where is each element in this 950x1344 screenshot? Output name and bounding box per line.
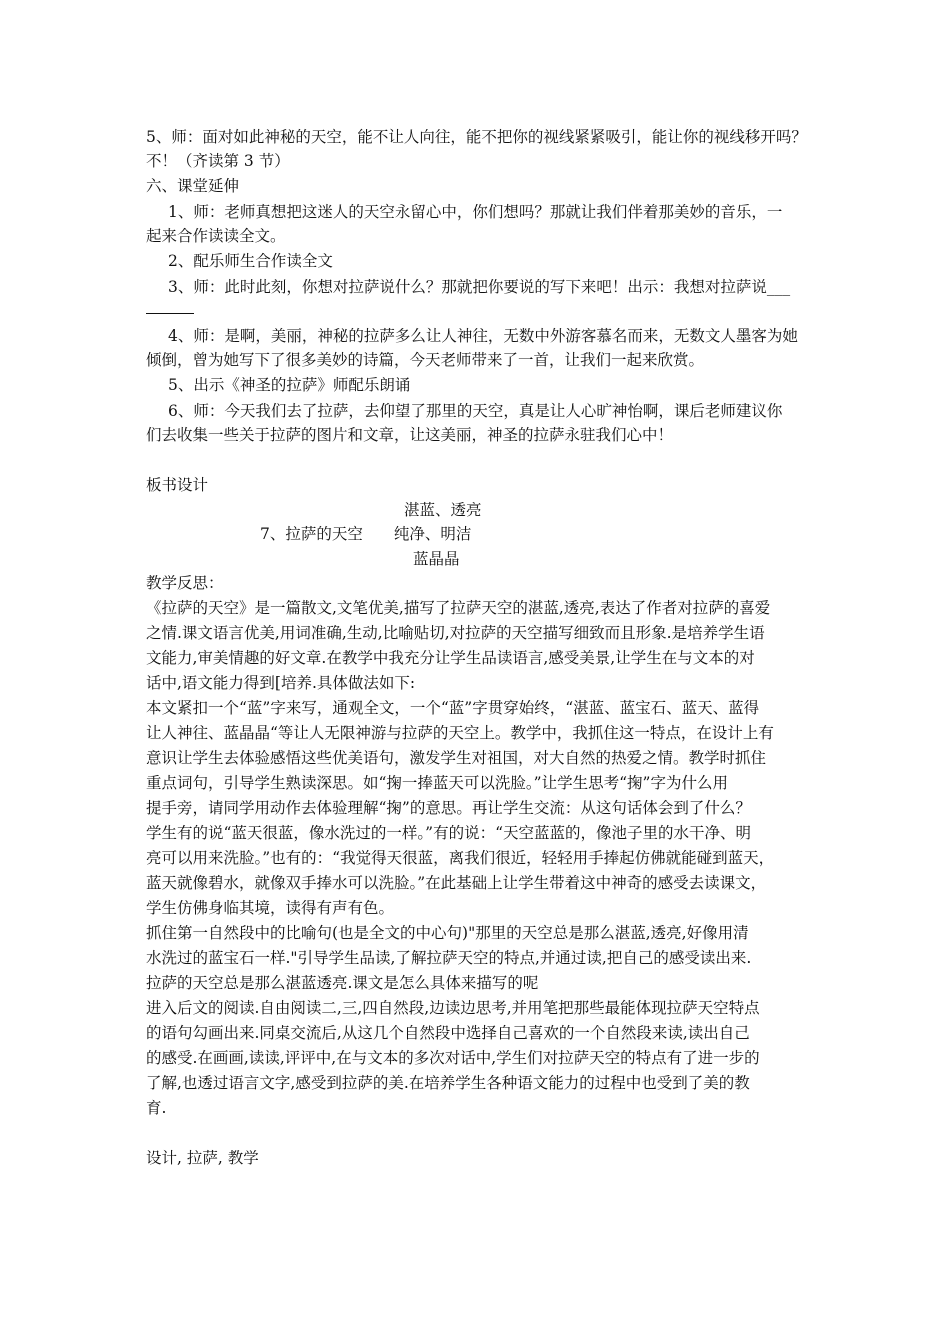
text-line: 们去收集一些关于拉萨的图片和文章，让这美丽，神圣的拉萨永驻我们心中！ (146, 426, 674, 444)
text-line: 让人神往、蓝晶晶“等让人无限神游与拉萨的天空上。教学中，我抓住这一特点，在设计上有 (146, 724, 774, 742)
text-line: 文能力,审美情趣的好文章.在教学中我充分让学生品读语言,感受美景,让学生在与文本的对 (146, 649, 755, 667)
text-line: 蓝天就像碧水，就像双手捧水可以洗脸。”在此基础上让学生带着这中神奇的感受去读课文， (146, 874, 767, 892)
text-line: 学生有的说“蓝天很蓝，像水洗过的一样。”有的说：“天空蓝蓝的，像池子里的水干净、明 (146, 824, 752, 842)
section-heading: 板书设计 (146, 476, 209, 494)
text-line: 不！（齐读第 3 节） (146, 152, 290, 170)
text-line: 的感受.在画画,读读,评评中,在与文本的多次对话中,学生们对拉萨天空的特点有了进一步的 (146, 1049, 760, 1067)
text-line: 水洗过的蓝宝石一样."引导学生品读,了解拉萨天空的特点,并通过读,把自己的感受读出来. (146, 949, 752, 967)
text-line: 话中,语文能力得到[培养.具体做法如下: (146, 674, 416, 692)
text-line: 重点词句，引导学生熟读深思。如“掬一捧蓝天可以洗脸。”让学生思考“掬”字为什么用 (146, 774, 728, 792)
section-heading: 六、课堂延伸 (146, 177, 240, 195)
text-line: 学生仿佛身临其境，读得有声有色。 (146, 899, 395, 917)
keywords-line: 设计, 拉萨, 教学 (146, 1149, 259, 1167)
text-line: 之情.课文语言优美,用词准确,生动,比喻贴切,对拉萨的天空描写细致而且形象.是培养学生语 (146, 624, 765, 642)
text-line: 的语句勾画出来.同桌交流后,从这几个自然段中选择自己喜欢的一个自然段来读,读出自己 (146, 1024, 750, 1042)
text-line: 拉萨的天空总是那么湛蓝透亮.课文是怎么具体来描写的呢 (146, 974, 539, 992)
section-heading: 教学反思： (146, 574, 224, 592)
text-line: 提手旁，请同学用动作去体验理解“掬”的意思。再让学生交流：从这句话体会到了什么？ (146, 799, 751, 817)
text-line: 1、师：老师真想把这迷人的天空永留心中，你们想吗？那就让我们伴着那美妙的音乐，一 (168, 203, 783, 221)
text-line: 4、师：是啊，美丽，神秘的拉萨多么让人神往，无数中外游客慕名而来，无数文人墨客为她 (168, 327, 798, 345)
text-line: 2、配乐师生合作读全文 (168, 252, 333, 270)
text-line: 亮可以用来洗脸。”也有的：“我觉得天很蓝，离我们很近，轻轻用手捧起仿佛就能碰到蓝天， (146, 849, 775, 867)
text-line: 5、出示《神圣的拉萨》师配乐朗诵 (168, 376, 411, 394)
text-line: 育. (146, 1099, 167, 1117)
fill-in-blank-line (146, 313, 194, 314)
text-line: 意识让学生去体验感悟这些优美语句，激发学生对祖国，对大自然的热爱之情。教学时抓住 (146, 749, 767, 767)
text-line: 本文紧扣一个“蓝”字来写，通观全文，一个“蓝”字贯穿始终，“湛蓝、蓝宝石、蓝天、蓝得 (146, 699, 760, 717)
text-line: 起来合作读读全文。 (146, 227, 286, 245)
text-line: 6、师：今天我们去了拉萨，去仰望了那里的天空，真是让人心旷神怡啊，课后老师建议你 (168, 402, 783, 420)
text-line: 抓住第一自然段中的比喻句(也是全文的中心句)"那里的天空总是那么湛蓝,透亮,好像用清 (146, 924, 749, 942)
text-line: 《拉萨的天空》是一篇散文,文笔优美,描写了拉萨天空的湛蓝,透亮,表达了作者对拉萨的喜爱 (146, 599, 771, 617)
blackboard-line: 蓝晶晶 (413, 550, 460, 568)
text-line: 了解,也透过语言文字,感受到拉萨的美.在培养学生各种语文能力的过程中也受到了美的教 (146, 1074, 750, 1092)
text-line: 倾倒，曾为她写下了很多美妙的诗篇，今天老师带来了一首，让我们一起来欣赏。 (146, 351, 705, 369)
blackboard-line: 7、拉萨的天空 纯净、明洁 (260, 525, 472, 543)
text-line: 3、师：此时此刻，你想对拉萨说什么？那就把你要说的写下来吧！出示：我想对拉萨说___ (168, 278, 791, 296)
text-line: 进入后文的阅读.自由阅读二,三,四自然段,边读边思考,并用笔把那些最能体现拉萨天空特点 (146, 999, 760, 1017)
blackboard-line: 湛蓝、透亮 (404, 501, 482, 519)
text-line: 5、师：面对如此神秘的天空，能不让人向往，能不把你的视线紧紧吸引，能让你的视线移开吗？ (146, 128, 807, 146)
